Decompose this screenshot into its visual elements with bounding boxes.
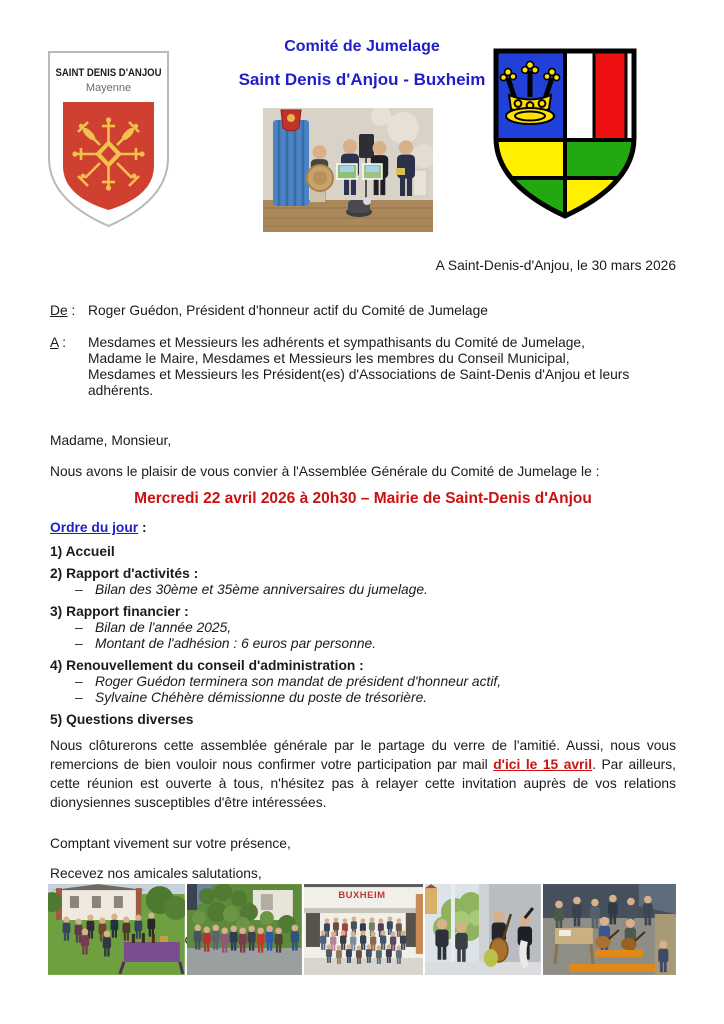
agenda-item: 5) Questions diverses [50,712,194,727]
photo-group-ivy-wall [187,884,302,975]
ceremony-photo [263,108,433,232]
saint-denis-arms-region: Mayenne [85,82,132,94]
salutation: Madame, Monsieur, [50,433,172,448]
to-line: Mesdames et Messieurs les Président(es) d'Associations de Saint-Denis d'Anjou et leurs adhérents. [88,367,630,398]
closing-paragraph: Nous clôturerons cette assemblée générale par le partage du verre de l'amitié. Aussi, nous vous remercions de bien vouloir nous confirmer votre participation par mail d'ici le 15 avril. Par ailleurs, cette réunion est ouverte à tous, n'hésitez pas à relayer cette invitation auprès de vos relations dionysiennes susceptibles d'être intéressées. [50,738,676,810]
to-label: A : [50,335,67,350]
letter-body [50,250,676,948]
saint-denis-coat-of-arms [45,50,172,228]
presence-line: Comptant vivement sur votre présence, [50,836,291,851]
from-row [50,303,676,319]
intro-line: Nous avons le plaisir de vous convier à l'Assemblée Générale du Comité de Jumelage le : [50,464,600,479]
agenda-heading: Ordre du jour : [50,520,147,535]
agenda-bullet: – Bilan de l'année 2025, [75,620,232,635]
to-line: Mesdames et Messieurs les adhérents et sympathisants du Comité de Jumelage, [88,335,585,350]
agenda-bullet: – Sylvaine Chéhère démissionne du poste de trésorière. [75,690,428,705]
deadline-highlight: d'ici le 15 avril [493,757,593,772]
buxheim-sign: BUXHEIM [337,890,386,902]
agenda-item: 1) Accueil [50,544,115,559]
blue-curtain [273,110,309,206]
dateline: A Saint-Denis-d'Anjou, le 30 mars 2026 [435,258,676,273]
buxheim-coat-of-arms [490,45,640,222]
from-label: De : [50,303,76,318]
salutations-line: Recevez nos amicales salutations, [50,866,262,881]
photo-indoor-guitar [425,884,541,975]
to-value [88,335,676,399]
page-subtitle: Saint Denis d'Anjou - Buxheim [238,70,486,89]
agenda-item: 2) Rapport d'activités : [50,566,199,581]
agenda-bullet: – Bilan des 30ème et 35ème anniversaires du jumelage. [75,582,428,597]
saint-denis-arms-label: SAINT DENIS D'ANJOU [55,67,162,79]
photo-strip [48,884,676,975]
page-title: Comité de Jumelage [284,38,440,55]
agenda-list [50,544,676,728]
agenda-bullet: – Montant de l'adhésion : 6 euros par personne. [75,636,377,651]
photo-evening-music [543,884,676,975]
to-row [50,335,676,399]
meeting-announcement: Mercredi 22 avril 2026 à 20h30 – Mairie de Saint-Denis d'Anjou [134,490,592,507]
photo-buxheim-group [304,884,424,975]
to-line: Madame le Maire, Mesdames et Messieurs les membres du Conseil Municipal, [88,351,570,366]
agenda-item: 4) Renouvellement du conseil d'administration : [50,658,364,673]
agenda-bullet: – Roger Guédon terminera son mandat de président d'honneur actif, [75,674,502,689]
from-value: Roger Guédon, Président d'honneur actif du Comité de Jumelage [88,303,488,318]
agenda-item: 3) Rapport financier : [50,604,189,619]
photo-garden-party [48,884,185,975]
